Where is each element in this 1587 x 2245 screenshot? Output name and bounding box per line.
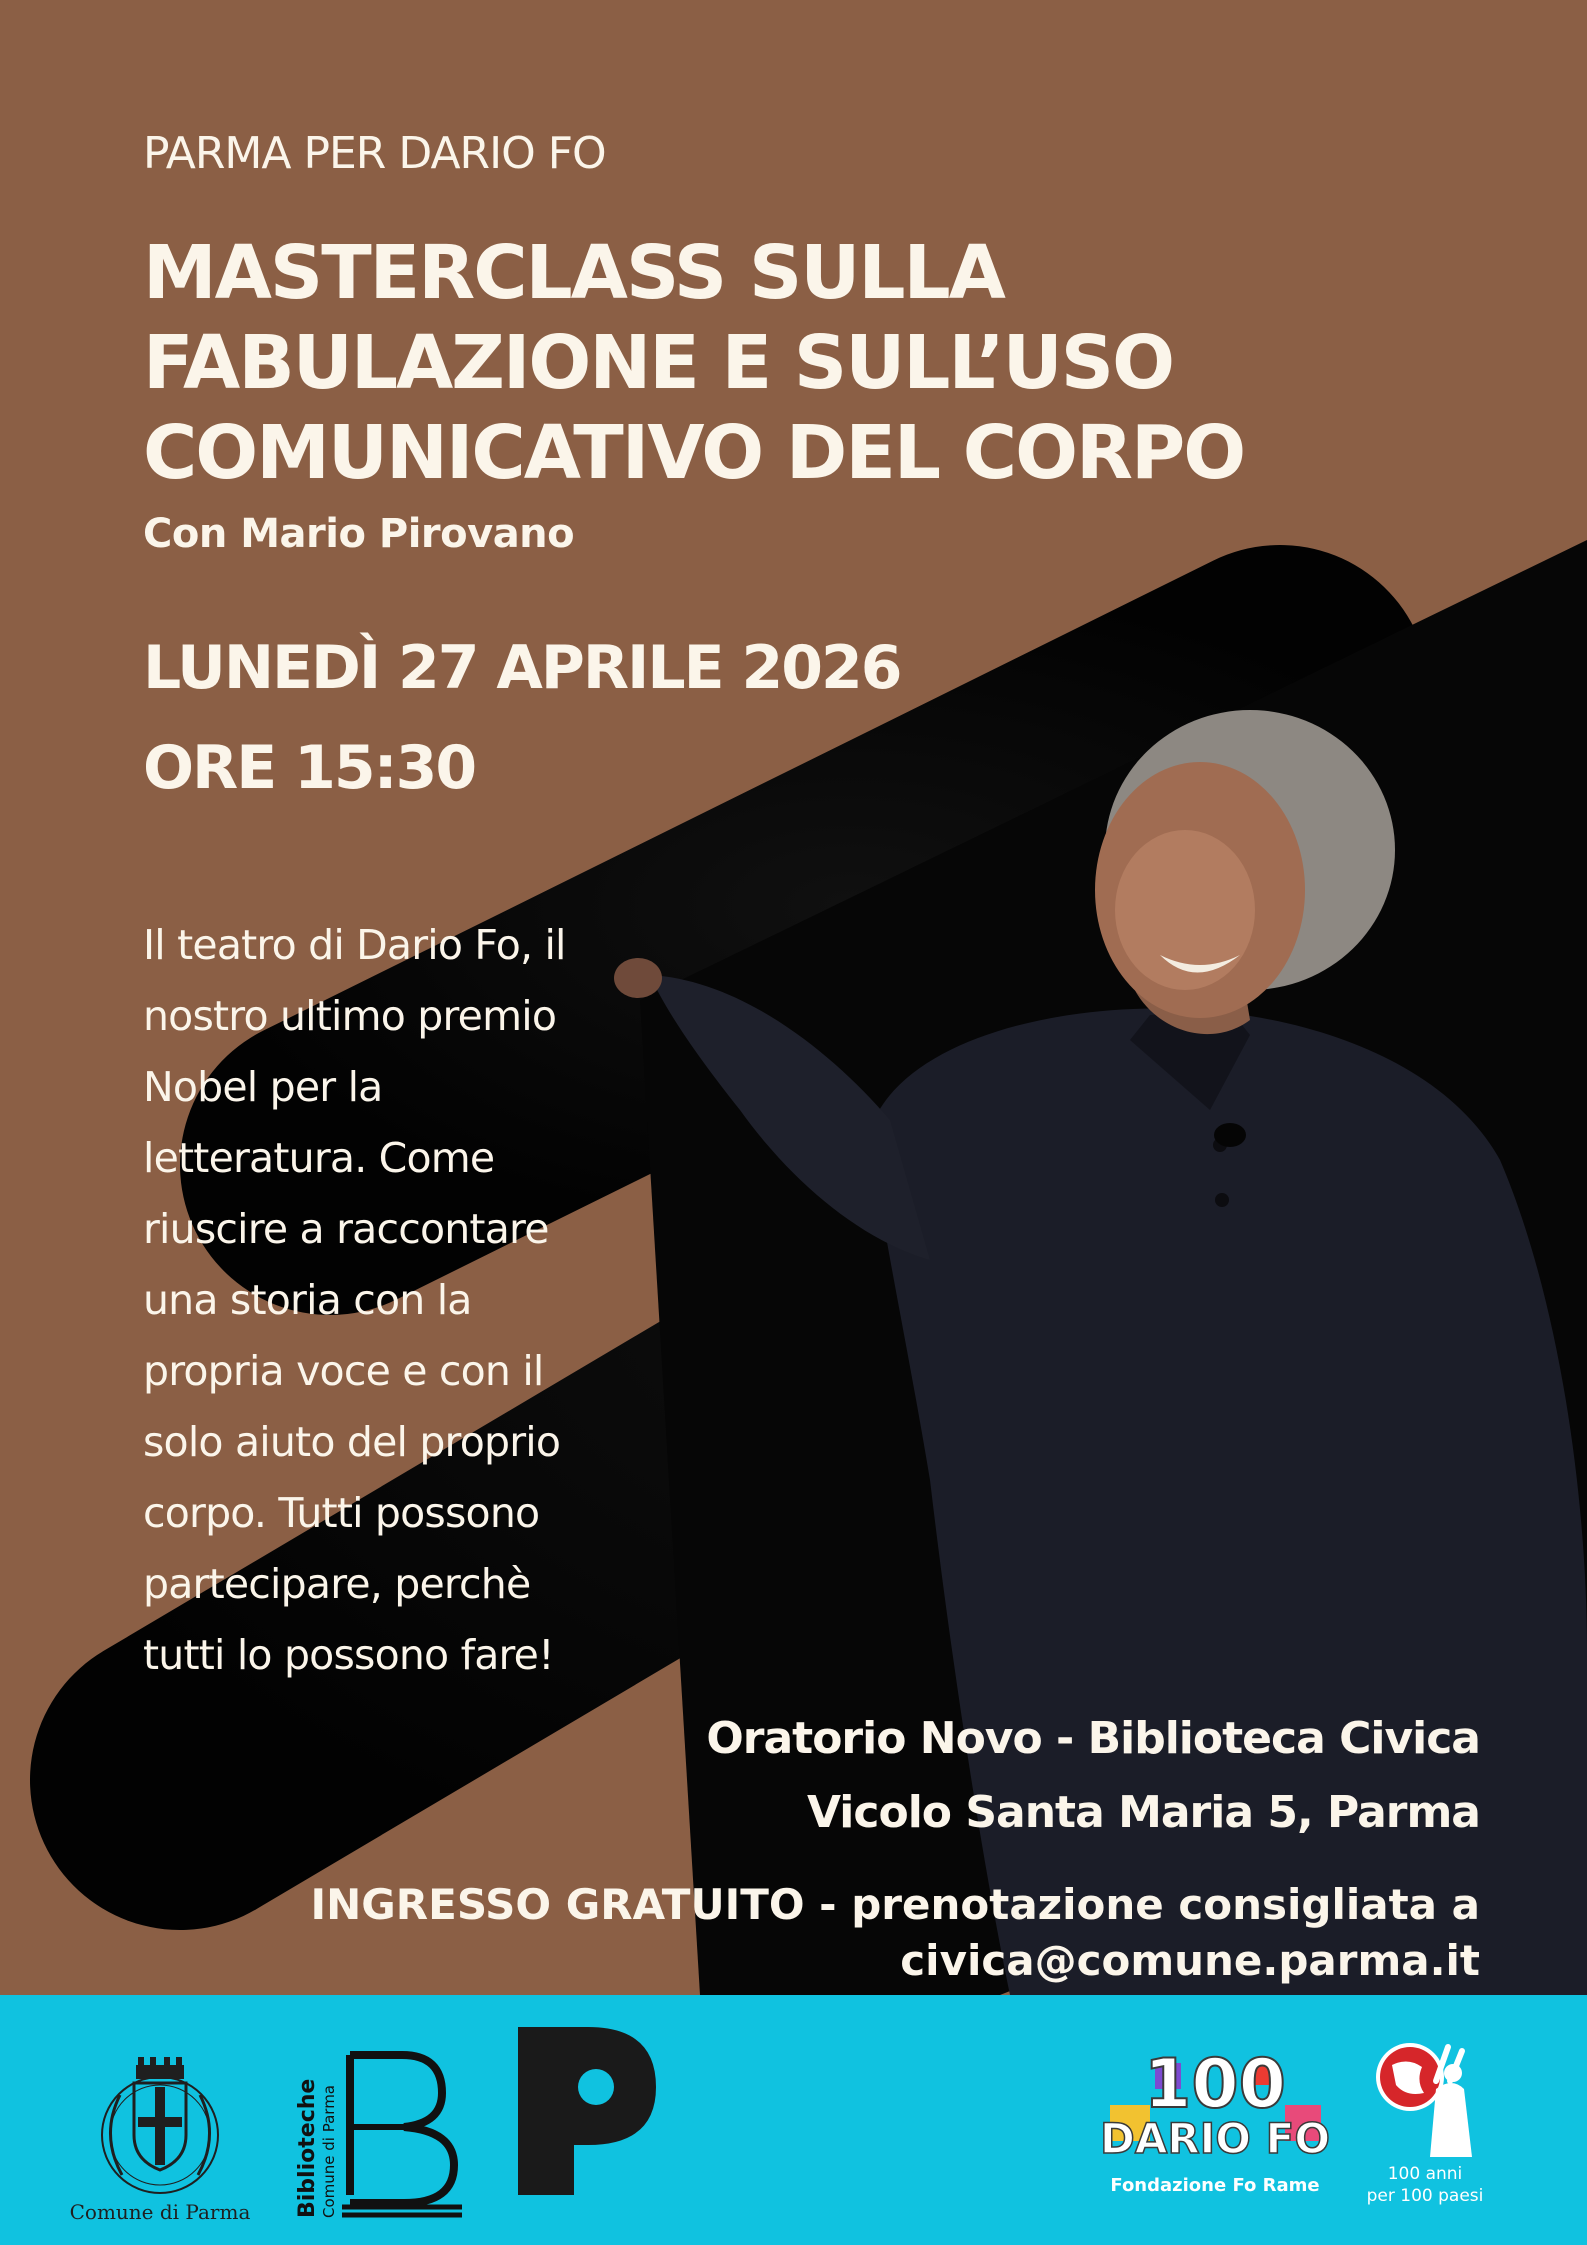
comune-di-parma-logo [60,2025,260,2225]
book-b-icon [292,2023,472,2223]
admission-text: INGRESSO GRATUITO - prenotazione consigliata a [310,1880,1480,1929]
description-line: partecipare, perchè [143,1560,531,1608]
fondazione-label: Fondazione Fo Rame [1110,2175,1320,2196]
description-line: solo aiuto del proprio [143,1418,561,1466]
biblioteche-sublabel: Comune di Parma [320,2084,338,2218]
venue-address: Vicolo Santa Maria 5, Parma [807,1787,1480,1838]
parma-p-logo [518,2027,658,2195]
event-series: PARMA PER DARIO FO [143,128,606,179]
event-date: LUNEDÌ 27 APRILE 2026 [143,633,901,703]
description-line: propria voce e con il [143,1347,544,1395]
description-line: Il teatro di Dario Fo, il [143,921,566,969]
admission-info [180,1877,1480,1989]
coat-of-arms-icon [60,2025,260,2200]
biblioteche-logo [292,2023,472,2223]
sponsor-footer [0,1995,1587,2245]
booking-email[interactable]: civica@comune.parma.it [900,1936,1480,1985]
event-title-line: FABULAZIONE E SULL’USO [143,320,1173,406]
description-line: corpo. Tutti possono [143,1489,540,1537]
comune-di-parma-label: Comune di Parma [69,2200,251,2224]
description-line: letteratura. Come [143,1134,495,1182]
cento-anni-label [1340,2163,1510,2207]
description-line: riuscire a raccontare [143,1205,549,1253]
cento-anni-line: per 100 paesi [1366,2186,1484,2206]
event-title [143,228,1383,498]
event-speaker: Con Mario Pirovano [143,511,575,557]
description-line: una storia con la [143,1276,472,1324]
description-line: Nobel per la [143,1063,383,1111]
letter-p-icon [518,2027,658,2195]
description-line: tutti lo possono fare! [143,1631,554,1679]
cento-anni-logo [1340,2037,1510,2227]
event-title-line: COMUNICATIVO DEL CORPO [143,410,1245,496]
event-title-line: MASTERCLASS SULLA [143,230,1004,316]
globe-figure-icon [1340,2037,1510,2162]
description-line: nostro ultimo premio [143,992,557,1040]
dario-fo-100-icon [1100,2035,1330,2175]
event-time: ORE 15:30 [143,733,476,803]
biblioteche-label: Biblioteche [295,2078,320,2218]
event-description [143,910,663,1691]
dario-fo-100-logo [1100,2035,1330,2225]
fo-number: 100 [1144,2045,1286,2124]
fo-name: DARIO FO [1100,2114,1330,2163]
cento-anni-line: 100 anni [1387,2164,1463,2184]
venue-name: Oratorio Novo - Biblioteca Civica [706,1713,1480,1764]
